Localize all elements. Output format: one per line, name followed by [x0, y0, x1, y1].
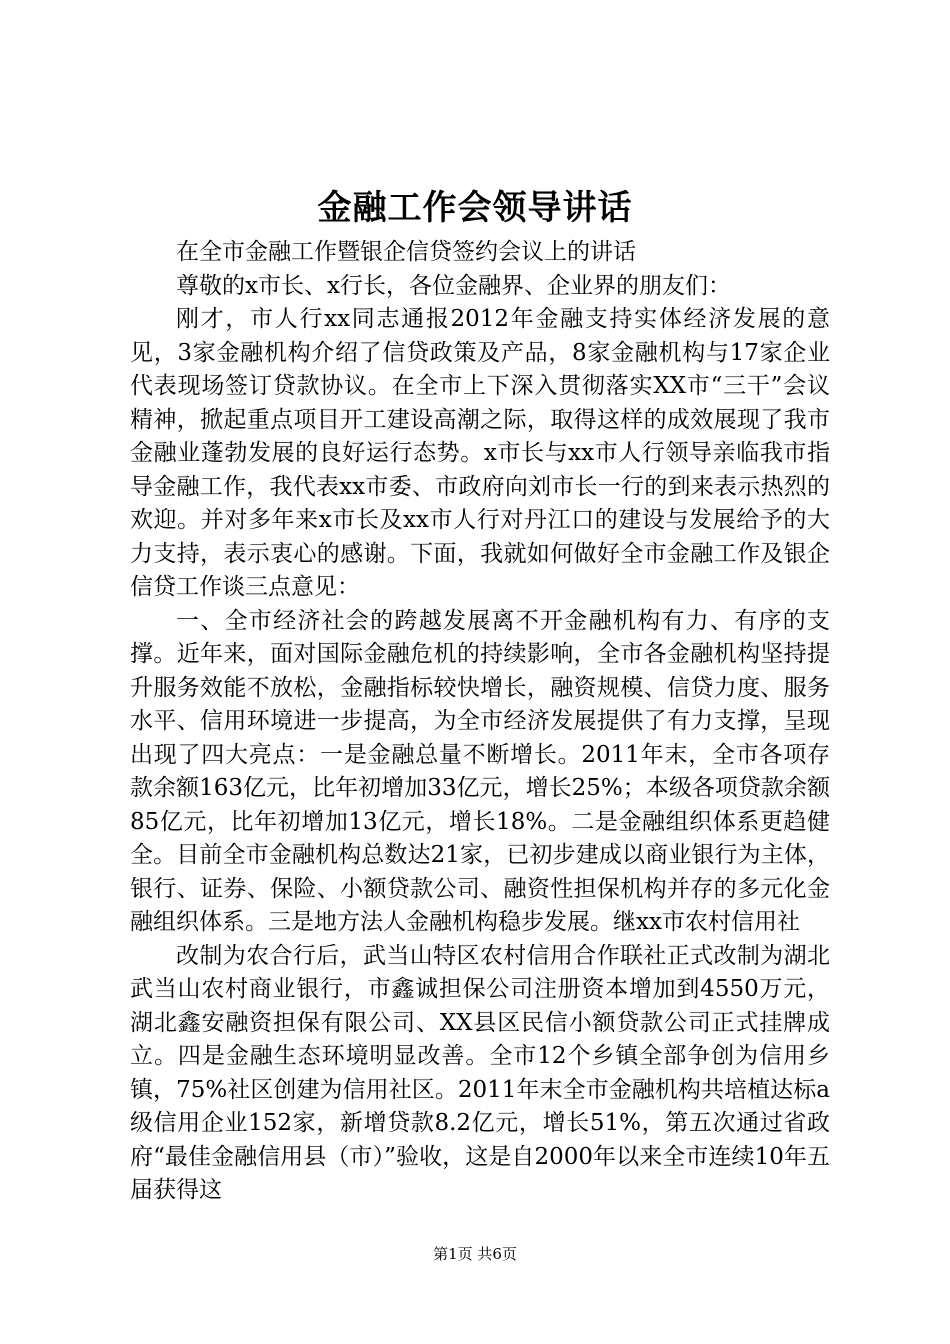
page-title: 金融工作会领导讲话 [317, 188, 633, 228]
document-body [130, 236, 830, 1208]
salutation: 尊敬的x市长、x行长，各位金融界、企业界的朋友们： [176, 272, 731, 299]
body-paragraph: 刚才，市人行xx同志通报2012年金融支持实体经济发展的意见，3家金融机构介绍了信贷政策及产品，8家金融机构与17家企业代表现场签订贷款协议。在全市上下深入贯彻落实XX市“三干”会议精神，掀起重点项目开工建设高潮之际，取得这样的成效展现了我市金融业蓬勃发展的良好运行态势。x市长与xx市人行领导亲临我市指导金融工作，我代表xx市委、市政府向刘市长一行的到来表示热烈的欢迎。并对多年来x市长及xx市人行对丹江口的建设与发展给予的大力支持，表示衷心的感谢。下面，我就如何做好全市金融工作及银企信贷工作谈三点意见： [130, 306, 830, 600]
body-paragraph: 改制为农合行后，武当山特区农村信用合作联社正式改制为湖北武当山农村商业银行，市鑫诚担保公司注册资本增加到4550万元，湖北鑫安融资担保有限公司、XX县区民信小额贷款公司正式挂牌成立。四是金融生态环境明显改善。全市12个乡镇全部争创为信用乡镇，75%社区创建为信用社区。2011年末全市金融机构共培植达标a级信用企业152家，新增贷款8.2亿元，增长51%，第五次通过省政府“最佳金融信用县（市）”验收，这是自2000年以来全市连续10年五届获得这 [130, 942, 830, 1203]
body-paragraph: 一、全市经济社会的跨越发展离不开金融机构有力、有序的支撑。近年来，面对国际金融危机的持续影响，全市各金融机构坚持提升服务效能不放松，金融指标较快增长，融资规模、信贷力度、服务水平、信用环境进一步提高，为全市经济发展提供了有力支撑，呈现出现了四大亮点：一是金融总量不断增长。2011年末，全市各项存款余额163亿元，比年初增加33亿元，增长25%；本级各项贷款余额85亿元，比年初增加13亿元，增长18%。二是金融组织体系更趋健全。目前全市金融机构总数达21家，已初步建成以商业银行为主体，银行、证券、保险、小额贷款公司、融资性担保机构并存的多元化金融组织体系。三是地方法人金融机构稳步发展。继xx市农村信用社 [130, 607, 830, 935]
speech-subtitle: 在全市金融工作暨银企信贷签约会议上的讲话 [176, 239, 636, 265]
page-number-footer: 第1页 共6页 [433, 1245, 517, 1263]
